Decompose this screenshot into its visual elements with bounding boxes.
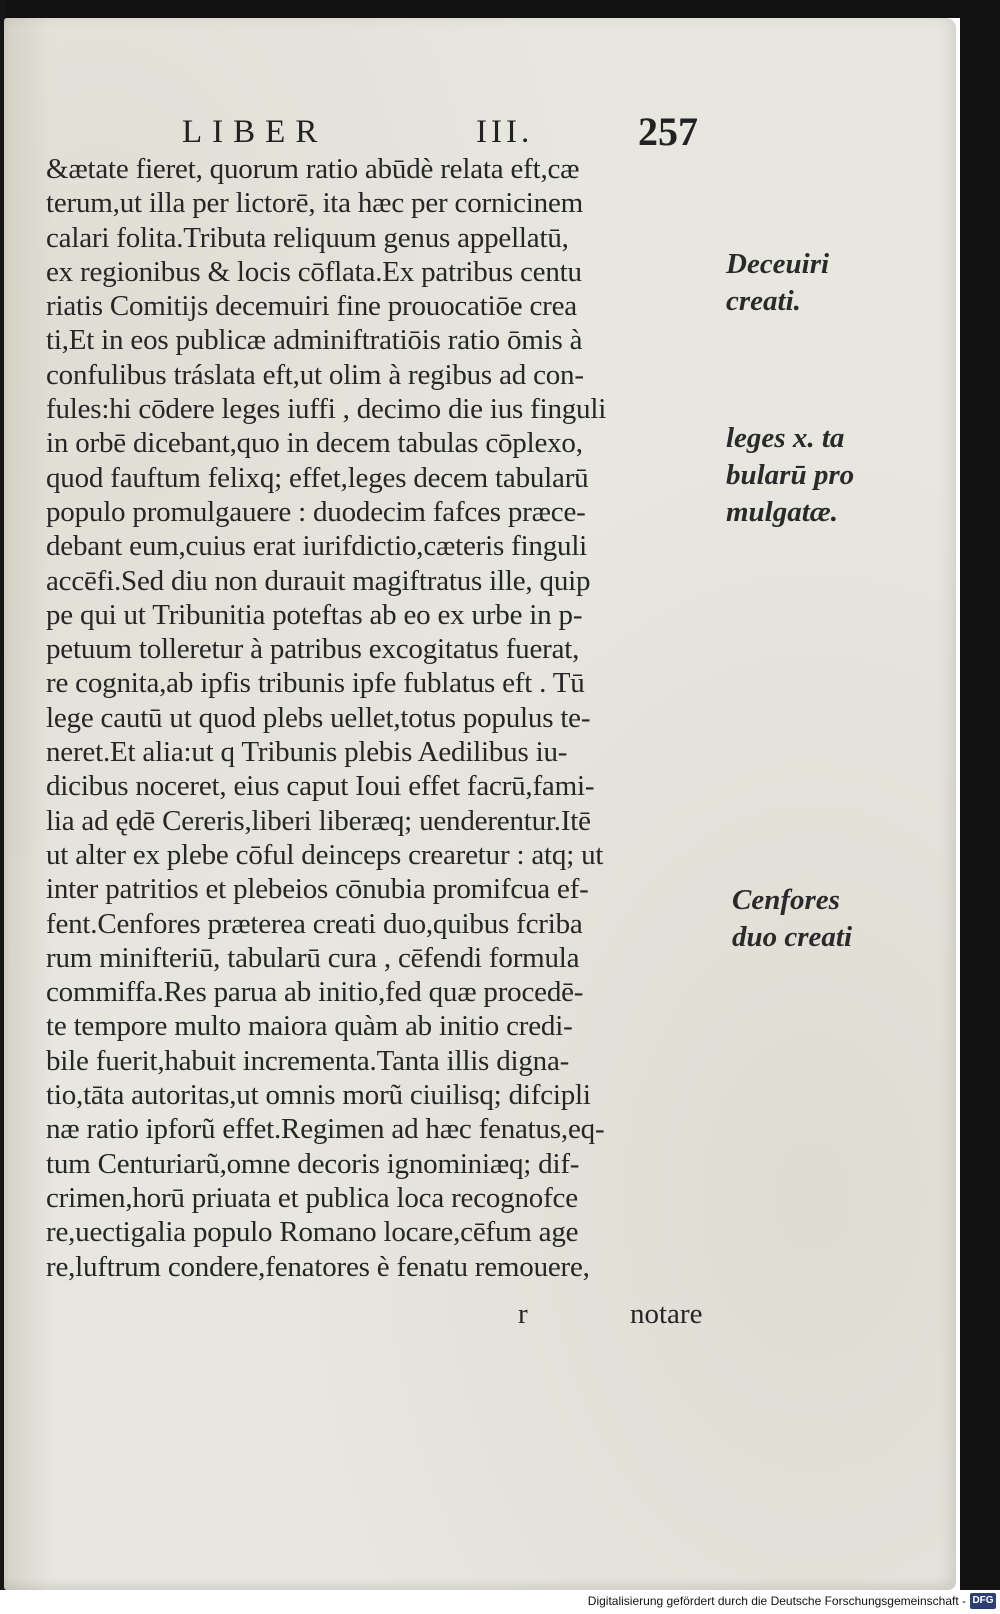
text-line: inter patritios et plebeios cōnubia promifcua ef- <box>46 873 589 906</box>
text-line: re,luftrum condere,fenatores è fenatu remouere, <box>46 1250 590 1283</box>
margin-note-decemviri <box>726 246 829 320</box>
margin-note-line: duo creati <box>732 921 853 953</box>
text-line: neret.Et alia:ut q Tribunis plebis Aedilibus iu- <box>46 736 568 769</box>
text-line: lege cautū ut quod plebs uellet,totus populus te- <box>46 701 591 734</box>
margin-note-censores <box>732 882 852 956</box>
catchword: notare <box>630 1298 703 1330</box>
text-line: &ætate fieret, quorum ratio abūdè relata eft,cæ <box>46 153 580 185</box>
book-page <box>4 18 956 1590</box>
margin-note-line: creati. <box>726 285 801 317</box>
text-line: confulibus tráslata eft,ut olim à regibus ad con- <box>46 358 584 391</box>
text-line: re cognita,ab ipfis tribunis ipfe fublatus eft . Tū <box>46 667 585 700</box>
page-number: 257 <box>638 109 698 154</box>
margin-note-line: bularū pro <box>726 459 855 491</box>
text-line: debant eum,cuius erat iurifdictio,cæteris finguli <box>46 530 588 563</box>
text-line: crimen,horū priuata et publica loca recognofce <box>46 1181 578 1214</box>
text-line: fules:hi cōdere leges iuffi , decimo die ius finguli <box>46 393 607 426</box>
text-line: ti,Et in eos publicæ adminiftratiōis ratio ōmis à <box>46 324 583 357</box>
page-header <box>176 109 736 156</box>
running-head: LIBER <box>182 114 328 150</box>
text-line: ex regionibus & locis cōflata.Ex patribus centu <box>46 255 582 288</box>
book-number: III. <box>476 114 534 150</box>
text-line: rum minifteriū, tabularū cura , cēfendi formula <box>46 941 580 974</box>
text-line: calari folita.Tributa reliquum genus appellatū, <box>46 221 569 254</box>
text-line: populo promulgauere : duodecim fafces præce- <box>46 495 586 528</box>
text-line: dicibus noceret, eius caput Ioui effet facrū,fami- <box>46 770 595 803</box>
margin-note-leges <box>726 420 854 531</box>
text-line: tio,tāta autoritas,ut omnis morũ ciuilisq; difcipli <box>46 1079 591 1112</box>
text-line: accēfi.Sed diu non durauit magiftratus ille, quip <box>46 564 591 597</box>
scan-background-right <box>960 0 1000 1590</box>
text-line: quod fauftum felixq; effet,leges decem tabularū <box>46 461 589 494</box>
text-line: pe qui ut Tribunitia poteftas ab eo ex urbe in p- <box>46 598 583 631</box>
text-line: terum,ut illa per lictorē, ita hæc per cornicinem <box>46 187 583 220</box>
signature-mark: r <box>518 1298 528 1330</box>
margin-note-line: leges x. ta <box>726 422 845 454</box>
text-line: commiffa.Res parua ab initio,fed quæ procedē- <box>46 976 584 1009</box>
text-line: in orbē dicebant,quo in decem tabulas cōplexo, <box>46 427 583 460</box>
text-line: ut alter ex plebe cōful deinceps crearetur : atq; ut <box>46 838 604 871</box>
margin-note-line: Cenfores <box>732 884 840 916</box>
text-line: lia ad ędē Cereris,liberi liberæq; uenderentur.Itē <box>46 804 591 837</box>
text-line: re,uectigalia populo Romano locare,cēfum age <box>46 1216 579 1249</box>
funding-credit: Digitalisierung gefördert durch die Deutsche Forschungsgemeinschaft - <box>587 1594 966 1608</box>
text-line: tum Centuriarũ,omne decoris ignominiæq; dif- <box>46 1147 580 1180</box>
text-line: petuum tolleretur à patribus excogitatus fuerat, <box>46 633 580 666</box>
text-line: riatis Comitijs decemuiri fine prouocatiōe crea <box>46 290 577 323</box>
dfg-logo-icon: DFG <box>970 1593 996 1609</box>
body-text <box>46 152 726 1284</box>
text-line: næ ratio ipforũ effet.Regimen ad hæc fenatus,eq- <box>46 1113 605 1146</box>
text-line: te tempore multo maiora quàm ab initio credi- <box>46 1010 573 1043</box>
footer-bar <box>0 1590 1000 1614</box>
margin-note-line: mulgatæ. <box>726 496 838 528</box>
scan-background-top <box>0 0 1000 18</box>
text-line: bile fuerit,habuit incrementa.Tanta illis digna- <box>46 1044 570 1077</box>
margin-note-line: Deceuiri <box>726 248 830 280</box>
text-line: fent.Cenfores præterea creati duo,quibus fcriba <box>46 907 583 940</box>
